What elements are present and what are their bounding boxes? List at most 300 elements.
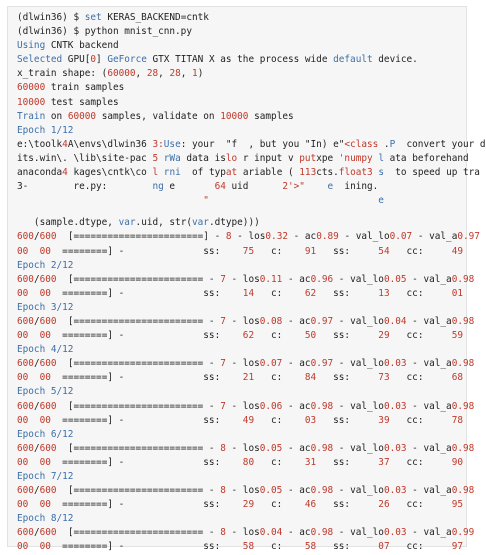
terminal-text: 0.05 bbox=[259, 442, 283, 454]
terminal-text bbox=[28, 246, 39, 257]
terminal-text: 29 bbox=[378, 330, 390, 342]
terminal-text: 60000 bbox=[67, 110, 97, 122]
terminal-text: 0.98 bbox=[451, 315, 475, 327]
terminal-text: ss: bbox=[316, 245, 379, 257]
terminal-line bbox=[17, 180, 460, 194]
terminal-text: ariable ( bbox=[237, 167, 300, 179]
terminal-text: 73 bbox=[378, 372, 390, 384]
terminal-text bbox=[28, 288, 39, 299]
terminal-text: - los bbox=[225, 527, 260, 539]
terminal-text: / bbox=[33, 273, 40, 285]
terminal-text: ss: bbox=[316, 372, 379, 384]
terminal-text: ========] - ss: bbox=[50, 414, 243, 426]
terminal-text: Epoch 3/12 bbox=[17, 301, 74, 313]
terminal-text: xpe bbox=[316, 152, 339, 164]
terminal-text: cc: bbox=[389, 245, 452, 257]
terminal-text: 7 bbox=[220, 273, 226, 285]
terminal-line bbox=[17, 245, 463, 259]
terminal-text: 21 bbox=[242, 372, 255, 384]
terminal-text: 10000 bbox=[220, 110, 249, 122]
terminal-text: at bbox=[225, 167, 238, 179]
terminal-line bbox=[17, 273, 475, 287]
terminal-text: 0.08 bbox=[259, 315, 283, 327]
terminal-text: 600 bbox=[17, 358, 34, 370]
terminal-line bbox=[17, 287, 463, 301]
terminal-text: 14 bbox=[242, 287, 255, 299]
terminal-text: 0.05 bbox=[383, 273, 407, 285]
terminal-text: samples, validate on bbox=[96, 110, 221, 122]
terminal-text: 600 bbox=[39, 273, 57, 285]
terminal-text: ining. bbox=[333, 181, 379, 193]
terminal-text: - val_a bbox=[406, 315, 452, 327]
terminal-text: 0.03 bbox=[383, 400, 407, 412]
terminal-text: to speed up tra bbox=[383, 167, 480, 179]
terminal-text: 13 bbox=[378, 287, 390, 299]
terminal-text: 8 bbox=[225, 231, 232, 243]
terminal-text: - los bbox=[225, 400, 260, 412]
terminal-text: - los bbox=[225, 442, 260, 454]
terminal-text: [======================= bbox=[56, 442, 204, 454]
terminal-text: - val_lo bbox=[333, 358, 384, 370]
terminal-text: 0.07 bbox=[259, 358, 283, 370]
terminal-text: [======================= bbox=[56, 231, 204, 243]
terminal-text: device. bbox=[372, 54, 418, 66]
terminal-text: 26 bbox=[378, 499, 390, 511]
terminal-text: kages\cntk\co bbox=[67, 167, 153, 179]
terminal-text: cc: bbox=[389, 414, 452, 426]
terminal-text: - bbox=[203, 442, 221, 454]
terminal-text: 80 bbox=[242, 456, 255, 468]
terminal-text: - val_a bbox=[406, 527, 452, 539]
terminal-line bbox=[17, 512, 460, 526]
terminal-text: 0.97 bbox=[310, 358, 334, 370]
terminal-text: GeForce bbox=[107, 54, 147, 66]
terminal-text: samples bbox=[248, 110, 294, 122]
terminal-text: - val_a bbox=[406, 442, 452, 454]
terminal-text: Use bbox=[163, 138, 181, 150]
terminal-text: - bbox=[203, 315, 221, 327]
terminal-line bbox=[17, 53, 460, 67]
terminal-line bbox=[17, 456, 463, 470]
terminal-text: 0.04 bbox=[259, 527, 283, 539]
terminal-text: cc: bbox=[389, 330, 452, 342]
terminal-text: train samples bbox=[45, 82, 125, 94]
terminal-text: GTX TITAN X as the process wide bbox=[146, 54, 334, 66]
terminal-text: 3: bbox=[152, 138, 164, 150]
terminal-text: 54 bbox=[378, 245, 390, 257]
terminal-text: Epoch 8/12 bbox=[17, 513, 74, 525]
terminal-text: cc: bbox=[389, 541, 452, 553]
terminal-text: GPU[ bbox=[62, 54, 91, 66]
terminal-text: s bbox=[378, 167, 384, 179]
terminal-text: A\envs\dlwin36 bbox=[67, 138, 153, 150]
terminal-text: 8 bbox=[220, 485, 226, 497]
terminal-text: 60000 bbox=[107, 68, 136, 80]
terminal-text: 3- re.py: bbox=[17, 181, 153, 193]
terminal-text: 00 bbox=[39, 245, 51, 257]
terminal-text: 75 bbox=[242, 245, 255, 257]
terminal-text: / bbox=[33, 231, 40, 243]
terminal-text: " bbox=[17, 195, 379, 207]
terminal-text: - los bbox=[225, 485, 260, 497]
terminal-line bbox=[17, 39, 460, 53]
terminal-text: 600 bbox=[39, 315, 57, 327]
terminal-line bbox=[17, 442, 475, 456]
terminal-text: 95 bbox=[451, 499, 463, 511]
terminal-text: - val_lo bbox=[333, 485, 384, 497]
terminal-text: ss: bbox=[316, 414, 379, 426]
terminal-text: - los bbox=[225, 315, 260, 327]
terminal-line bbox=[17, 81, 460, 95]
terminal-text: ss: bbox=[316, 541, 379, 553]
terminal-text: - ac bbox=[287, 231, 317, 243]
terminal-line bbox=[17, 428, 460, 442]
terminal-text: [======================= bbox=[56, 358, 204, 370]
terminal-text: c: bbox=[254, 245, 305, 257]
terminal-text: cc: bbox=[389, 372, 452, 384]
terminal-text: 1 bbox=[192, 68, 198, 80]
terminal-text: 00 bbox=[39, 414, 51, 426]
terminal-text: 8 bbox=[220, 527, 226, 539]
terminal-line bbox=[17, 414, 463, 428]
terminal-text: c: bbox=[254, 541, 305, 553]
terminal-text: 00 bbox=[39, 541, 51, 553]
terminal-text: ] bbox=[203, 231, 209, 243]
terminal-text: ========] - ss: bbox=[50, 287, 243, 299]
terminal-text: - ac bbox=[282, 527, 311, 539]
terminal-text: ========] - ss: bbox=[50, 541, 243, 553]
terminal-text: 600 bbox=[39, 400, 57, 412]
terminal-text: 29 bbox=[242, 499, 255, 511]
terminal-text: its.win\. \lib\site-pac bbox=[17, 152, 153, 164]
terminal-text: [======================= bbox=[56, 485, 204, 497]
terminal-text: / bbox=[33, 315, 40, 327]
terminal-line bbox=[17, 343, 460, 357]
terminal-text: 0.98 bbox=[310, 527, 334, 539]
terminal-text: 600 bbox=[39, 358, 57, 370]
terminal-text: 39 bbox=[378, 414, 390, 426]
terminal-text: float3 bbox=[338, 167, 373, 179]
terminal-text: c: bbox=[254, 499, 305, 511]
terminal-text: e bbox=[378, 195, 384, 207]
terminal-text: (dlwin36) $ bbox=[17, 12, 85, 23]
terminal-text: - bbox=[203, 527, 221, 539]
terminal-text: - ac bbox=[282, 485, 311, 497]
terminal-text: 00 bbox=[39, 372, 51, 384]
terminal-text: ========] - ss: bbox=[50, 372, 243, 384]
terminal-text: 50 bbox=[304, 330, 317, 342]
terminal-text: 03 bbox=[304, 414, 317, 426]
terminal-text: P bbox=[389, 138, 396, 150]
terminal-text: / bbox=[33, 485, 40, 497]
terminal-line bbox=[17, 526, 475, 540]
terminal-text bbox=[28, 541, 39, 552]
terminal-line bbox=[17, 152, 469, 166]
terminal-line bbox=[17, 484, 475, 498]
terminal-text: l bbox=[152, 167, 159, 179]
terminal-text: 60000 bbox=[17, 82, 46, 94]
terminal-line bbox=[17, 357, 475, 371]
terminal-text: : your "f , but you "In) e" bbox=[180, 138, 345, 150]
terminal-text: cc: bbox=[389, 499, 452, 511]
terminal-text: data is bbox=[180, 152, 226, 164]
terminal-line bbox=[17, 470, 460, 484]
terminal-text: convert your d bbox=[395, 138, 486, 150]
terminal-text: .uid, str( bbox=[135, 217, 192, 229]
terminal-text bbox=[28, 499, 39, 510]
terminal-text: 0.07 bbox=[389, 231, 413, 243]
terminal-text: 07 bbox=[378, 541, 390, 553]
terminal-text: 600 bbox=[39, 527, 57, 539]
terminal-line bbox=[17, 230, 480, 244]
terminal-text: default bbox=[333, 54, 373, 66]
terminal-text: 62 bbox=[242, 330, 255, 342]
terminal-text: 62 bbox=[304, 287, 317, 299]
terminal-text: 600 bbox=[17, 315, 34, 327]
terminal-text: - ac bbox=[282, 273, 311, 285]
terminal-text: 10000 bbox=[17, 96, 46, 108]
terminal-text: 49 bbox=[451, 245, 463, 257]
terminal-text bbox=[28, 372, 39, 383]
terminal-text: cts. bbox=[316, 167, 339, 179]
terminal-text: r input v bbox=[237, 152, 300, 164]
terminal-line bbox=[17, 371, 463, 385]
terminal-text: (dlwin36) $ python mnist_cnn.py bbox=[17, 26, 192, 38]
terminal-text: <class bbox=[344, 138, 379, 150]
terminal-text: Epoch 7/12 bbox=[17, 471, 74, 482]
terminal-text bbox=[305, 181, 328, 192]
terminal-text: rni bbox=[163, 167, 181, 179]
terminal-line bbox=[17, 259, 460, 273]
terminal-text: Epoch 4/12 bbox=[17, 344, 74, 356]
terminal-line bbox=[17, 329, 463, 343]
terminal-line bbox=[17, 400, 475, 414]
terminal-text: e:\toolk bbox=[17, 138, 63, 150]
terminal-text: 00 bbox=[39, 499, 51, 511]
terminal-text: 0.97 bbox=[457, 231, 480, 243]
terminal-text: Epoch 1/12 bbox=[17, 124, 74, 136]
terminal-line bbox=[17, 540, 463, 554]
terminal-text: 46 bbox=[304, 499, 317, 511]
terminal-text: 00 bbox=[39, 330, 51, 342]
terminal-text: 00 bbox=[17, 499, 29, 511]
terminal-text: , bbox=[158, 68, 170, 80]
terminal-text: 58 bbox=[242, 541, 255, 553]
terminal-text: [======================= bbox=[56, 273, 204, 285]
terminal-text: 0.98 bbox=[451, 442, 475, 454]
terminal-text: cc: bbox=[389, 456, 452, 468]
terminal-text: 0.98 bbox=[451, 400, 475, 412]
terminal-text: e bbox=[163, 181, 215, 193]
terminal-text: 0.98 bbox=[310, 400, 334, 412]
terminal-line bbox=[17, 194, 460, 208]
terminal-text: ) bbox=[197, 68, 204, 80]
terminal-text: l bbox=[378, 152, 384, 164]
terminal-text: - los bbox=[231, 231, 266, 243]
terminal-text: test samples bbox=[45, 96, 119, 108]
terminal-text: 600 bbox=[17, 485, 34, 497]
terminal-text: ss: bbox=[316, 499, 379, 511]
terminal-text: c: bbox=[254, 330, 305, 342]
terminal-text: - bbox=[203, 358, 221, 370]
terminal-text: 49 bbox=[242, 414, 255, 426]
terminal-text: 7 bbox=[220, 315, 226, 327]
terminal-text: 28 bbox=[146, 68, 159, 80]
terminal-text: 00 bbox=[17, 287, 29, 299]
terminal-text: [======================= bbox=[56, 527, 204, 539]
terminal-text: - val_a bbox=[412, 231, 458, 243]
terminal-text: cc: bbox=[389, 287, 452, 299]
terminal-text: 00 bbox=[39, 287, 51, 299]
terminal-text bbox=[28, 457, 39, 468]
terminal-text: 90 bbox=[451, 456, 463, 468]
terminal-text bbox=[28, 330, 39, 341]
terminal-text: . bbox=[378, 138, 390, 150]
terminal-text: , bbox=[180, 68, 193, 80]
terminal-text: ng bbox=[152, 181, 164, 193]
terminal-text: 2'>" bbox=[282, 181, 305, 193]
terminal-text: uid bbox=[225, 181, 283, 193]
terminal-text: 0.99 bbox=[451, 527, 475, 539]
terminal-line bbox=[17, 124, 460, 138]
terminal-text: 0.96 bbox=[310, 273, 334, 285]
terminal-text: 113 bbox=[299, 167, 317, 179]
terminal-text: 00 bbox=[17, 456, 29, 468]
terminal-text: ss: bbox=[316, 287, 379, 299]
terminal-text: c: bbox=[254, 372, 305, 384]
terminal-text: 4 bbox=[62, 167, 68, 179]
terminal-text: 7 bbox=[220, 400, 226, 412]
terminal-text: var bbox=[118, 217, 136, 229]
terminal-line bbox=[17, 315, 475, 329]
terminal-text: Epoch 6/12 bbox=[17, 428, 74, 440]
terminal-text: 600 bbox=[39, 442, 57, 454]
terminal-line bbox=[17, 301, 460, 315]
terminal-text: 00 bbox=[17, 245, 29, 257]
terminal-line bbox=[17, 498, 463, 512]
terminal-text: - bbox=[203, 273, 221, 285]
terminal-text: 37 bbox=[378, 456, 390, 468]
terminal-text: 0.32 bbox=[265, 231, 288, 243]
terminal-text bbox=[28, 415, 39, 426]
terminal-text: / bbox=[33, 442, 40, 454]
terminal-text: 58 bbox=[304, 541, 317, 553]
terminal-text: 00 bbox=[17, 414, 29, 426]
terminal-text: 59 bbox=[451, 330, 463, 342]
terminal-text: 28 bbox=[169, 68, 181, 80]
terminal-text: set bbox=[84, 12, 102, 23]
terminal-text: 8 bbox=[220, 442, 226, 454]
terminal-text: 0.11 bbox=[259, 273, 283, 285]
terminal-text: - ac bbox=[282, 400, 311, 412]
terminal-text: - val_lo bbox=[333, 442, 384, 454]
terminal-text: - los bbox=[225, 358, 260, 370]
terminal-text: 0.98 bbox=[451, 358, 475, 370]
terminal-text: - ac bbox=[282, 315, 311, 327]
terminal-text: ss: bbox=[316, 330, 379, 342]
terminal-text: [======================= bbox=[56, 400, 204, 412]
terminal-text: x_train shape: ( bbox=[17, 68, 108, 80]
terminal-line bbox=[17, 385, 460, 399]
terminal-text: 0.98 bbox=[310, 485, 334, 497]
terminal-line bbox=[17, 96, 460, 110]
terminal-text: 00 bbox=[39, 456, 51, 468]
terminal-text: - bbox=[203, 485, 221, 497]
terminal-text: Epoch 5/12 bbox=[17, 386, 74, 398]
terminal-text: 64 bbox=[214, 181, 226, 193]
terminal-text: ata beforehand bbox=[383, 152, 469, 164]
terminal-text: 600 bbox=[39, 231, 57, 243]
terminal-text: 78 bbox=[451, 414, 463, 426]
terminal-text: 68 bbox=[451, 372, 463, 384]
terminal-text: - los bbox=[225, 273, 260, 285]
terminal-text: c: bbox=[254, 414, 305, 426]
terminal-text: .dtype))) bbox=[208, 217, 260, 229]
terminal-text: 600 bbox=[17, 527, 34, 539]
terminal-line bbox=[17, 110, 460, 124]
terminal-text: - val_a bbox=[406, 485, 452, 497]
terminal-text: 0.03 bbox=[383, 527, 407, 539]
terminal-text: - val_lo bbox=[333, 527, 384, 539]
terminal-text: - ac bbox=[282, 442, 311, 454]
terminal-text: 600 bbox=[17, 231, 34, 243]
terminal-text: 4 bbox=[62, 138, 68, 150]
terminal-line bbox=[17, 166, 480, 180]
terminal-text: [======================= bbox=[56, 315, 204, 327]
terminal-text: 0.05 bbox=[259, 485, 283, 497]
terminal-text: CNTK backend bbox=[45, 40, 119, 52]
terminal-text: 'numpy bbox=[338, 152, 373, 164]
terminal-text: - val_a bbox=[406, 273, 452, 285]
terminal-text: 01 bbox=[451, 287, 463, 299]
terminal-text: 600 bbox=[17, 442, 34, 454]
terminal-text: 600 bbox=[17, 400, 34, 412]
terminal-text: ] bbox=[96, 54, 108, 66]
terminal-text: 0.03 bbox=[383, 358, 407, 370]
terminal-text: Using bbox=[17, 40, 46, 52]
terminal-text: 0.03 bbox=[383, 485, 407, 497]
terminal-text: on bbox=[45, 110, 68, 122]
terminal-text: 00 bbox=[17, 330, 29, 342]
terminal-text: var bbox=[192, 217, 209, 229]
terminal-text: 31 bbox=[304, 456, 317, 468]
terminal-text: 0.89 bbox=[316, 231, 339, 243]
terminal-text: 0.04 bbox=[383, 315, 407, 327]
terminal-text: 600 bbox=[39, 485, 57, 497]
terminal-text: - ac bbox=[282, 358, 311, 370]
terminal-text: 84 bbox=[304, 372, 317, 384]
terminal-line bbox=[17, 138, 486, 152]
terminal-text: Train bbox=[17, 110, 46, 122]
terminal-text: of typ bbox=[180, 167, 226, 179]
terminal-text: 0.06 bbox=[259, 400, 283, 412]
terminal-text: - val_lo bbox=[333, 315, 384, 327]
terminal-text: ss: bbox=[316, 456, 379, 468]
terminal-text: - val_lo bbox=[338, 231, 390, 243]
terminal-output[interactable] bbox=[7, 6, 486, 553]
terminal-text: ========] - ss: bbox=[50, 245, 243, 257]
terminal-text: rWa bbox=[163, 152, 181, 164]
terminal-text: - val_lo bbox=[333, 273, 384, 285]
terminal-text: 600 bbox=[17, 273, 34, 285]
terminal-text: Epoch 2/12 bbox=[17, 259, 74, 271]
terminal-text: 00 bbox=[17, 372, 29, 384]
terminal-text: put bbox=[299, 152, 317, 164]
terminal-text: - bbox=[203, 400, 221, 412]
terminal-text: 00 bbox=[17, 541, 29, 553]
terminal-text: 0 bbox=[90, 54, 97, 66]
terminal-text: ========] - ss: bbox=[50, 330, 243, 342]
